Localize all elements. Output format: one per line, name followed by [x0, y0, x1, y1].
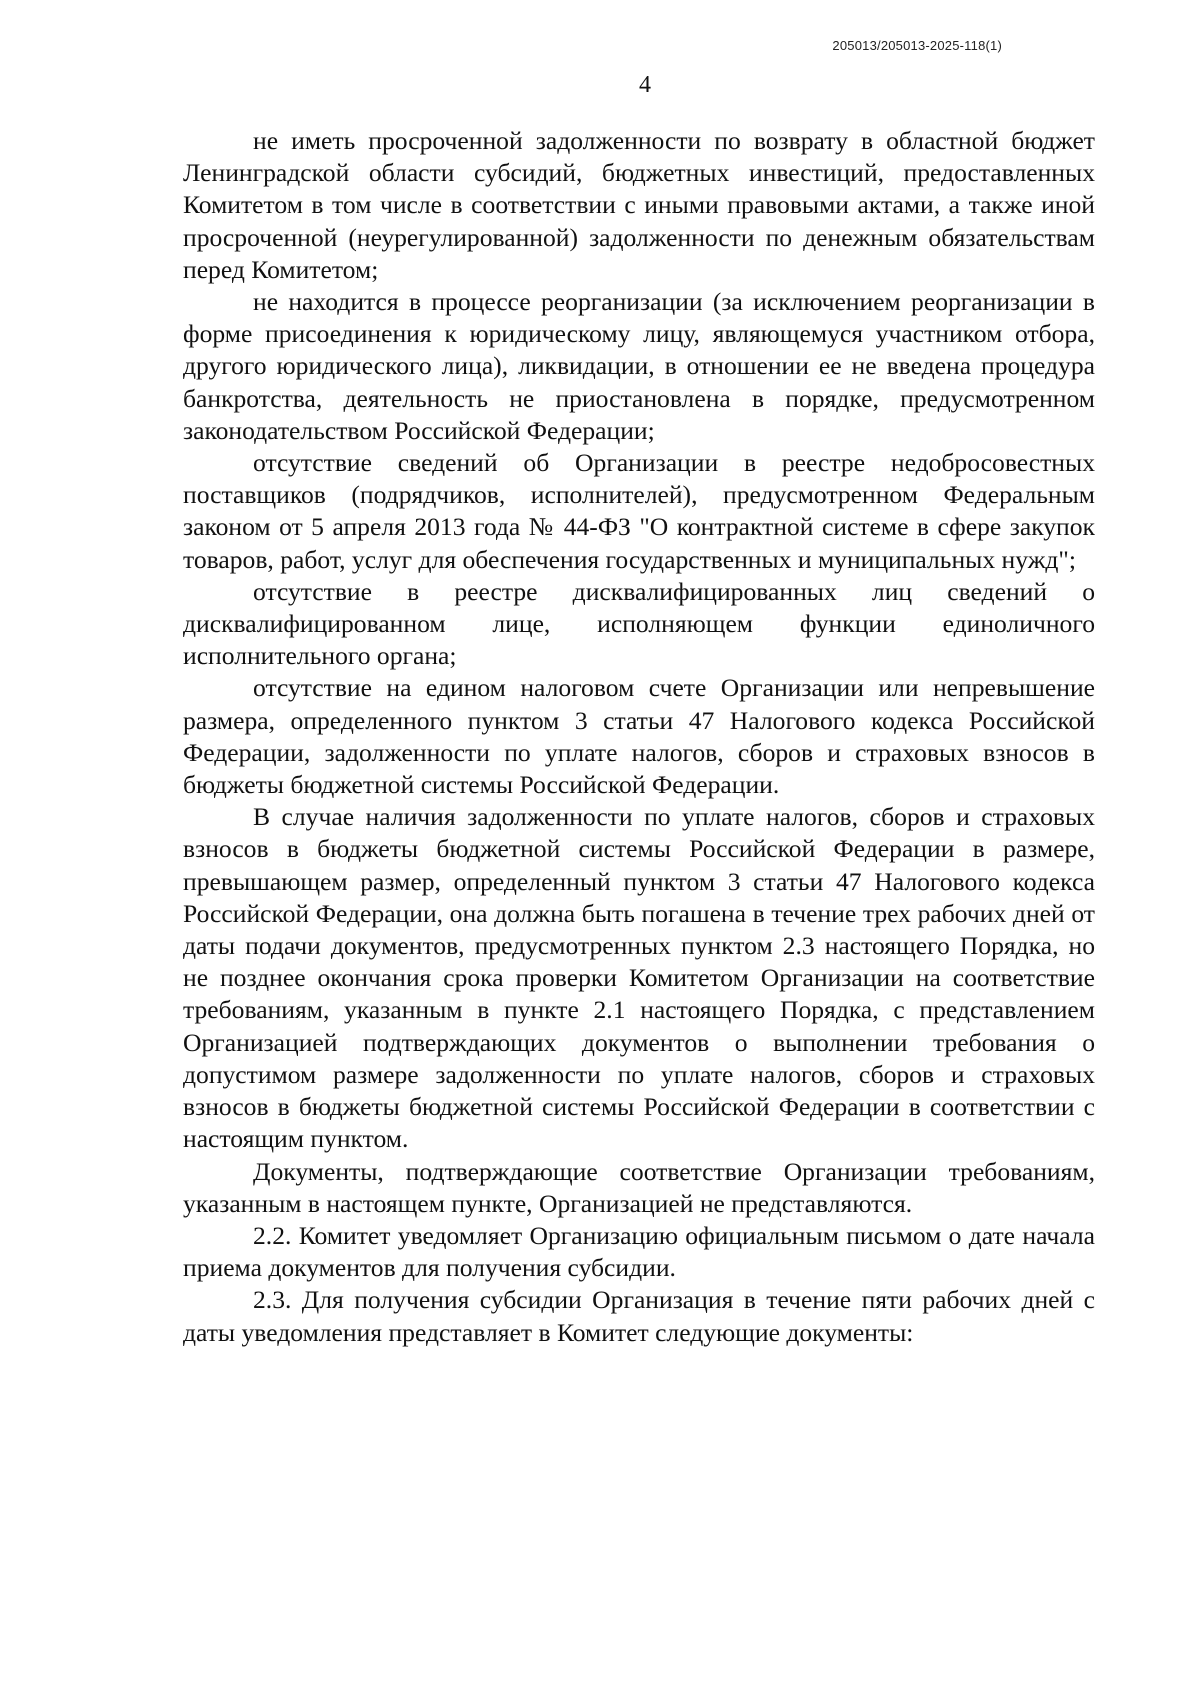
paragraph-no-unfair-suppliers: отсутствие сведений об Организации в реестре недобросовестных поставщиков (подрядчиков, исполнителей), предусмотренном Федеральным законом от 5 апреля 2013 года № 44-ФЗ "О контрактной системе в сфере закупок товаров, работ, услуг для обеспечения государственных и муниципальных нужд";: [183, 448, 1095, 574]
paragraph-documents-not-required: Документы, подтверждающие соответствие Организации требованиям, указанным в настоящем пункте, Организацией не представляются.: [183, 1156, 1095, 1218]
paragraph-clause-2-3: 2.3. Для получения субсидии Организация в течение пяти рабочих дней с даты уведомления представляет в Комитет следующие документы:: [183, 1285, 1095, 1347]
page-number: 4: [639, 72, 651, 98]
paragraph-tax-debt-repayment: В случае наличия задолженности по уплате налогов, сборов и страховых взносов в бюджеты бюджетной системы Российской Федерации в размере, превышающем размер, определенный пунктом 3 статьи 47 Налогового кодекса Российской Федерации, она должна быть погашена в течение трех рабочих дней от даты подачи документов, предусмотренных пунктом 2.3 настоящего Порядка, но не позднее окончания срока проверки Комитетом Организации на соответствие требованиям, указанным в пункте 2.1 настоящего Порядка, с представлением Организацией подтверждающих документов о выполнении требования о допустимом размере задолженности по уплате налогов, сборов и страховых взносов в бюджеты бюджетной системы Российской Федерации в соответствии с настоящим пунктом.: [183, 802, 1095, 1154]
paragraph-no-tax-debt: отсутствие на едином налоговом счете Организации или непревышение размера, определенного пунктом 3 статьи 47 Налогового кодекса Российской Федерации, задолженности по уплате налогов, сборов и страховых взносов в бюджеты бюджетной системы Российской Федерации.: [183, 673, 1095, 800]
document-body: [183, 125, 1095, 1349]
paragraph-no-reorganization: не находится в процессе реорганизации (за исключением реорганизации в форме присоединения к юридическому лицу, являющемуся участником отбора, другого юридического лица), ликвидации, в отношении ее не введена процедура банкротства, деятельность не приостановлена в порядке, предусмотренном законодательством Российской Федерации;: [183, 287, 1095, 445]
document-id: 205013/205013-2025-118(1): [832, 38, 1002, 53]
paragraph-no-disqualified-persons: отсутствие в реестре дисквалифицированных лиц сведений о дисквалифицированном лице, исполняющем функции единоличного исполнительного органа;: [183, 576, 1095, 671]
paragraph-no-overdue-debt: не иметь просроченной задолженности по возврату в областной бюджет Ленинградской области субсидий, бюджетных инвестиций, предоставленных Комитетом в том числе в соответствии с иными правовыми актами, а также иной просроченной (неурегулированной) задолженности по денежным обязательствам перед Комитетом;: [183, 126, 1095, 284]
paragraph-clause-2-2: 2.2. Комитет уведомляет Организацию официальным письмом о дате начала приема документов для получения субсидии.: [183, 1220, 1095, 1283]
